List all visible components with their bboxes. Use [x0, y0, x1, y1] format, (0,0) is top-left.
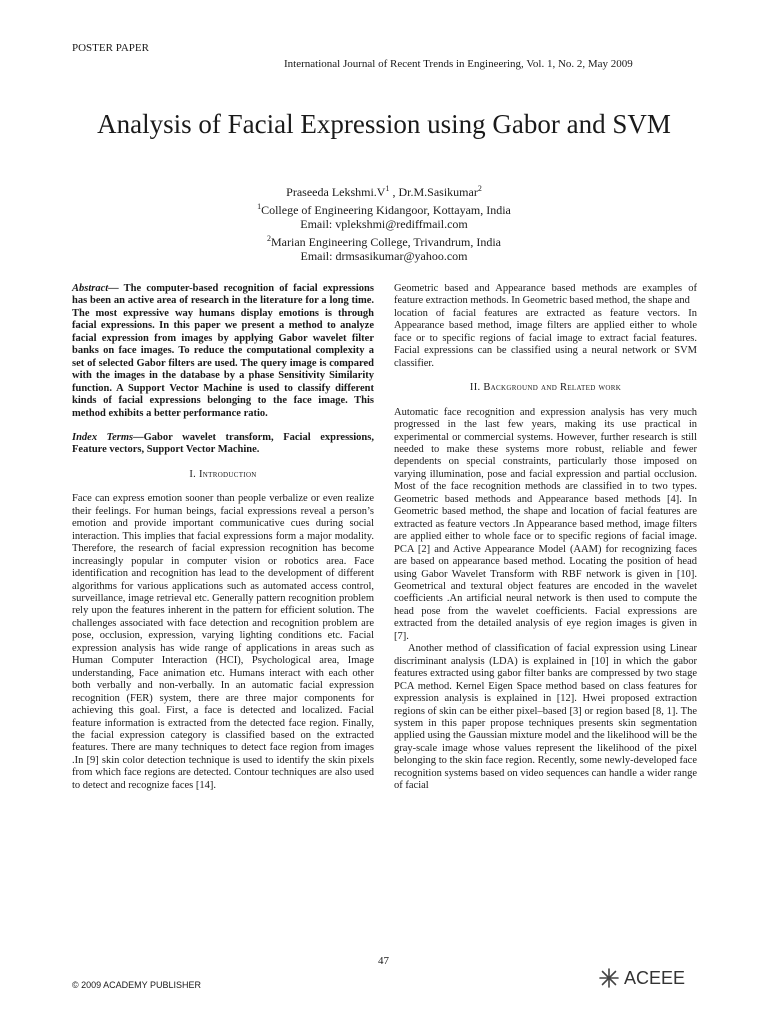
- index-terms-label: Index Terms: [72, 431, 134, 443]
- intro-continued-1: Geometric based and Appearance based methods are examples of feature extraction methods. In Geometric based method, the shape and: [394, 283, 697, 307]
- section-1-body: Face can express emotion sooner than people verbalize or even realize their feelings. For human beings, facial expressions reveal a person’s emotion and provide important communicative cues during social interaction. This implies that facial expressions form a major modality. Therefore, the research of facial expression recognition has become increasingly popular in computer vision or robotics area. Face identification and recognition has lead to the development of different algorithms for various applications such as automated access control, surveillance, image retrieval etc. Generally pattern recognition problem rely upon the features inherent in the pattern for efficient solution. The challenges associated with face detection and recognition problem are pose, occlusion, expression, varying lighting conditions etc. Facial expression analysis has wide range of applications in areas such as Human Computer Interaction (HCI), Psychological area, Image understanding, Face animation etc. Humans interact with each other both verbally and non-verbally. In an automatic facial expression recognition (FER) system, there are three major components for achieving this goal. First, a face is detected and localized. Facial feature information is extracted from the detected face region. Finally, the facial expression category is classified based on the extracted features. There are many techniques to detect face region from images .In [9] skin color detection technique is used to identify the skin pixels from which face regions are detected. Contour techniques are also used to detect and recognize faces [14].: [72, 493, 374, 791]
- author-2-sup: 2: [477, 184, 482, 193]
- index-terms-text: —Gabor wavelet transform, Facial expressions, Feature vectors, Support Vector Machine.: [72, 431, 374, 456]
- abstract-text: The computer-based recognition of facial expressions has been an active area of research in the literature for a long time. The most expressive way humans display emotions is through facial expressions. In this paper we present a method to analyze facial expression from images by applying Gabor wavelet filter banks on face images. To reduce the computational complexity a set of selected Gabor filters are used. The query image is compared with the images in the database by a phase Sensitivity Similarity function. A Support Vector Machine is used to classify different kinds of facial expressions belonging to the face image. This method exhibits a better performance ratio.: [72, 283, 374, 419]
- author-1: Praseeda Lekshmi.V: [286, 185, 386, 199]
- copyright-notice: © 2009 ACADEMY PUBLISHER: [72, 980, 202, 990]
- abstract-label: Abstract: [72, 283, 109, 294]
- journal-citation: International Journal of Recent Trends in Engineering, Vol. 1, No. 2, May 2009: [284, 58, 633, 70]
- left-column: [72, 283, 374, 792]
- affiliation-2: [60, 232, 708, 250]
- index-terms: [72, 432, 374, 457]
- email-2: Email: drmsasikumar@yahoo.com: [300, 249, 468, 263]
- section-2-title: Background and Related work: [483, 382, 622, 394]
- author-block: [60, 182, 708, 264]
- poster-label: POSTER PAPER: [72, 42, 149, 54]
- author-names: [60, 182, 708, 200]
- paper-title: Analysis of Facial Expression using Gabor and SVM: [97, 109, 671, 139]
- publisher-logo: [598, 966, 698, 990]
- email-1: Email: vplekshmi@rediffmail.com: [300, 217, 468, 231]
- sparkle-logo-icon: [598, 967, 620, 989]
- affiliation-2-text: Marian Engineering College, Trivandrum, India: [271, 234, 501, 249]
- section-1-title: Introduction: [199, 468, 257, 480]
- affiliation-2-sup: 2: [267, 233, 272, 243]
- abstract-dash: —: [108, 283, 124, 294]
- affiliation-1: [60, 200, 708, 218]
- right-column: [394, 283, 697, 793]
- intro-continued-2: location of facial features are extracted as feature vectors. In Appearance based method, image filters are applied either to whole face or to specific regions of facial image to extract facial features. Facial expressions can be classified using a neural network or SVM classifier.: [394, 307, 697, 369]
- affiliation-1-sup: 1: [257, 201, 262, 211]
- section-2-number: II.: [469, 382, 484, 394]
- author-1-sup: 1: [385, 184, 390, 193]
- abstract: [72, 283, 374, 420]
- section-2-paragraph-1: Automatic face recognition and expression analysis has very much progressed in the last few years, making its use practical in experimental or commercial systems. However, further research is still needed to make these systems more robust, reliable and fewer dependents on special constraints, particularly those imposed on varying illumination, pose and facial expression and partial occlusion. Most of the face recognition methods are classified in to two types. Geometric based methods and Appearance based methods [4]. In Geometric based method, the shape and location of facial features are extracted as feature vectors .In Appearance based method, image filters are applied either to whole face or to specific regions of facial image. PCA [2] and Active Appearance Model (AAM) for recognizing faces are based on appearance based method. Locating the position of head using Gabor Wavelet Transform with RBF network is given in [10]. Geometrical and textural object features are encoded in the wavelet coefficients .An artificial neural network is then used to compute the head pose from the wavelet coefficients. Facial expressions are extracted from the detailed analysis of eye region images is given in [7].: [394, 406, 697, 642]
- author-separator: , Dr.M.Sasikumar: [389, 185, 478, 199]
- affiliation-1-text: College of Engineering Kidangoor, Kottayam, India: [261, 202, 511, 217]
- section-1-number: I.: [189, 468, 199, 480]
- section-2-heading: [394, 382, 697, 394]
- section-2-paragraph-2: Another method of classification of facial expression using Linear discriminant analysis (LDA) is explained in [10] in which the gabor features extracted using gabor filter banks are compressed by two stage PCA method. Kernel Eigen Space method based on class features for expression analysis is explained in [12]. Hwei proposed extraction regions of skin can be either pixel–based [3] or region based [8, 1]. The system in this paper propose techniques presents skin segmentation applied using the Gaussian mixture model and the likelihood will be the gray-scale image whose values represent the likelihood of the pixel belonging to the skin face region. Recently, some newly-developed face recognition systems based on video sequences can handle a wider range of facial: [394, 643, 697, 792]
- section-1-heading: [72, 469, 374, 481]
- page-number: 47: [378, 955, 389, 967]
- logo-text: ACEEE: [624, 967, 686, 988]
